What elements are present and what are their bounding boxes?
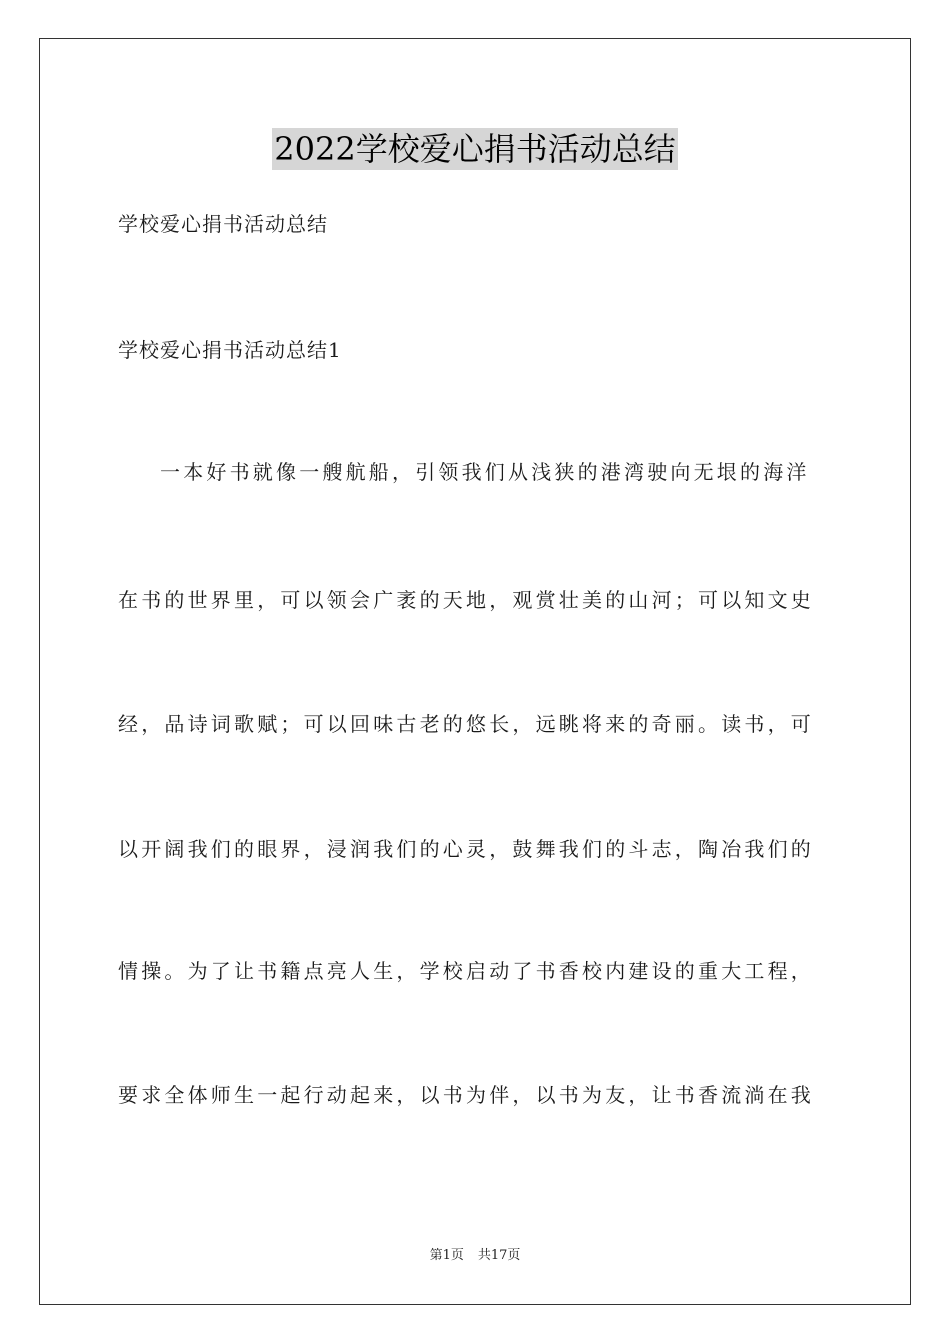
body-line-5: 情操。为了让书籍点亮人生，学校启动了书香校内建设的重大工程， [118,959,814,983]
document-title-text: 2022学校爱心捐书活动总结 [274,130,676,168]
body-line-2: 在书的世界里，可以领会广袤的天地，观赏壮美的山河；可以知文史 [118,588,814,612]
page-number: 第1页 [429,1248,464,1263]
body-line-6: 要求全体师生一起行动起来，以书为伴，以书为友，让书香流淌在我 [118,1083,814,1107]
section-heading: 学校爱心捐书活动总结1 [118,338,342,362]
body-line-1: 一本好书就像一艘航船，引领我们从浅狭的港湾驶向无垠的海洋 [160,460,810,484]
page-footer [0,1247,950,1265]
page-total: 共17页 [477,1248,521,1263]
body-line-3: 经，品诗词歌赋；可以回味古老的悠长，远眺将来的奇丽。读书，可 [118,712,814,736]
body-line-4: 以开阔我们的眼界，浸润我们的心灵，鼓舞我们的斗志，陶冶我们的 [118,837,814,861]
document-subtitle: 学校爱心捐书活动总结 [118,212,328,236]
document-title [0,128,950,170]
